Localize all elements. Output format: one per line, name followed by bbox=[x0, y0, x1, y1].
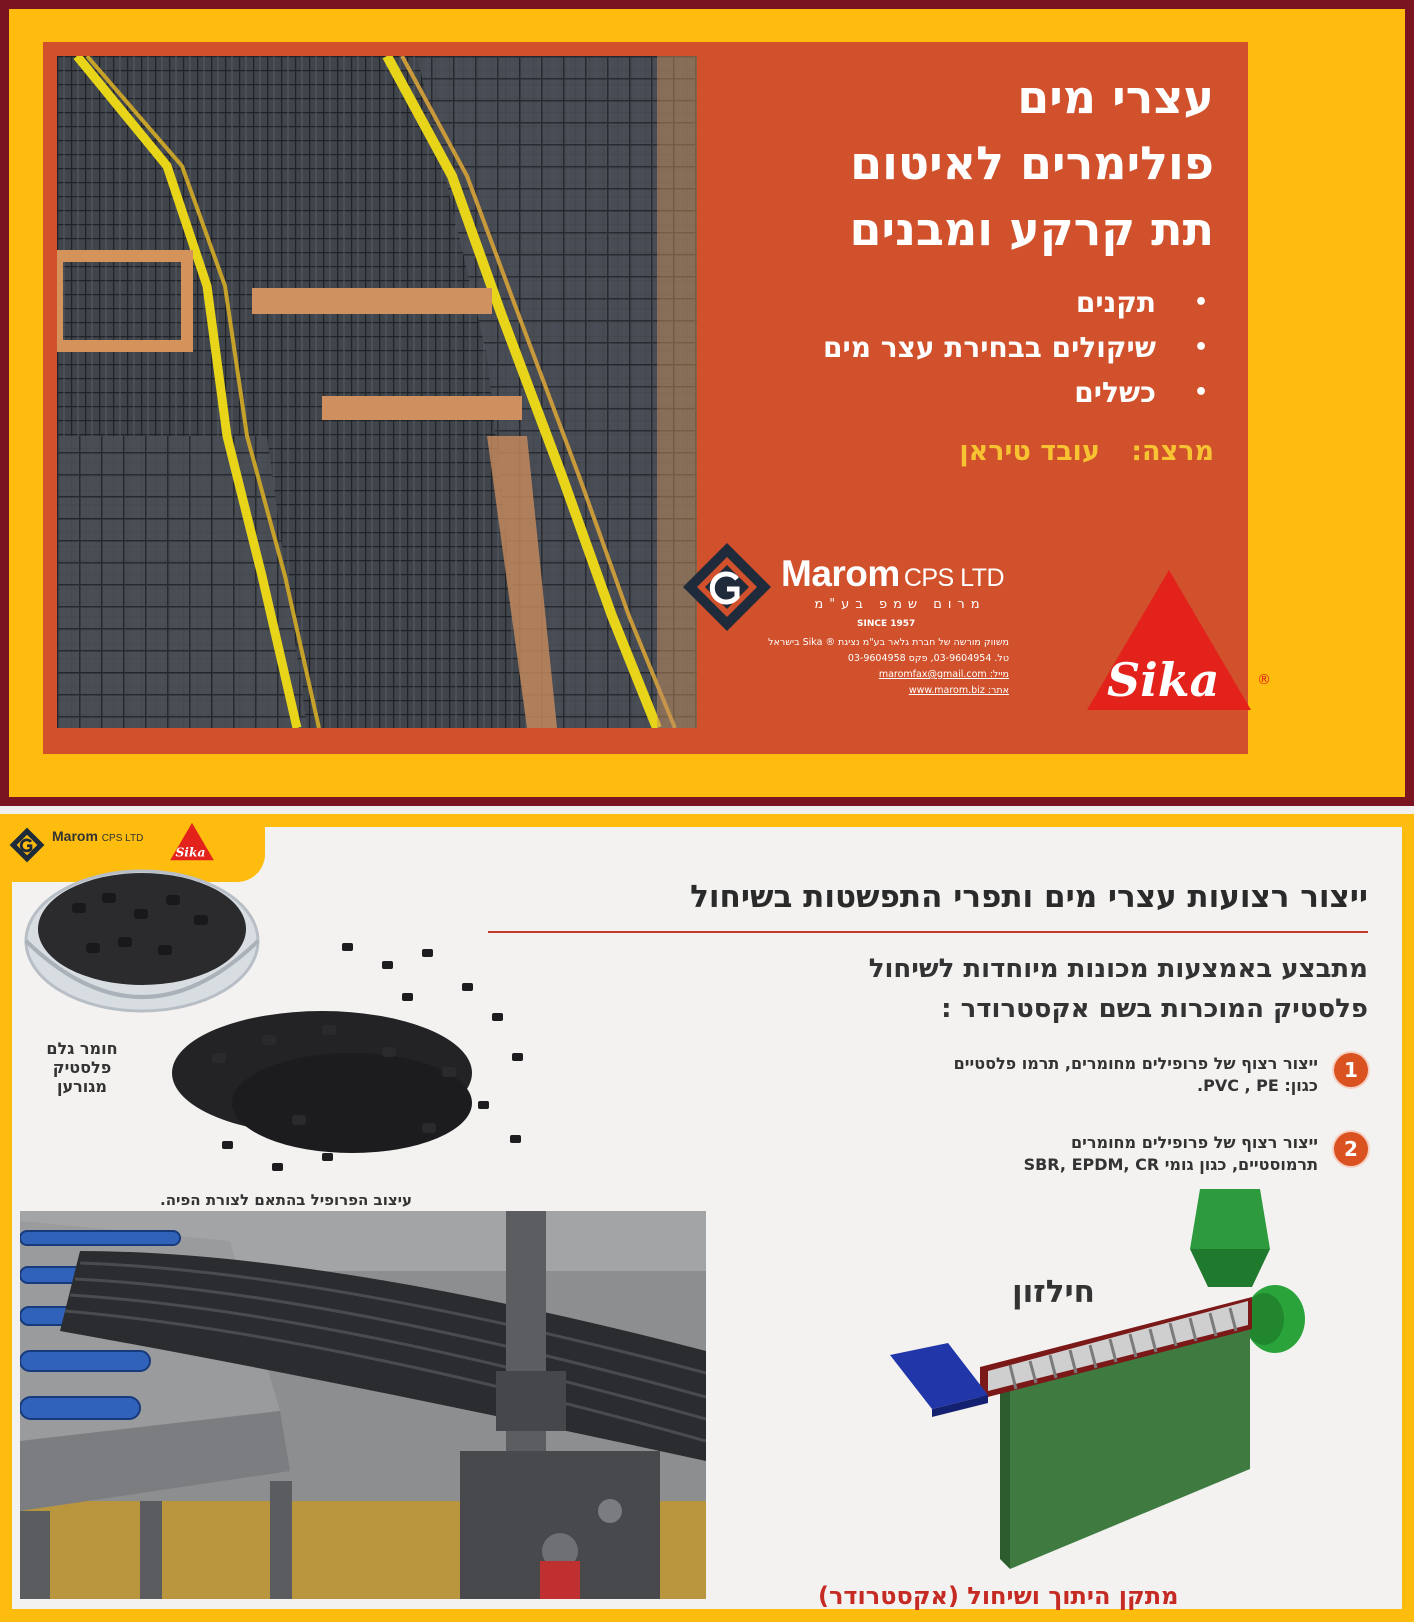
item-text: ייצור רצוף של פרופילים מחומרים, תרמו פלסטיים כגון: PVC , PE. bbox=[953, 1054, 1318, 1095]
extrusion-slide-panel bbox=[12, 827, 1402, 1609]
intro-line: מתבצע באמצעות מכונות מיוחדות לשיחול bbox=[868, 954, 1368, 984]
slide-title bbox=[694, 64, 1214, 262]
profile-caption: עיצוב הפרופיל בהתאם לצורת הפיה. bbox=[160, 1191, 413, 1209]
screw-label: חילזון bbox=[1012, 1274, 1095, 1310]
svg-text:Sika: Sika bbox=[175, 844, 206, 860]
title-slide-frame bbox=[9, 9, 1405, 797]
presenter-name: עובד טיראן bbox=[959, 436, 1100, 467]
extrusion-slide bbox=[0, 814, 1414, 1622]
title-slide-panel bbox=[43, 42, 1248, 754]
website-line[interactable]: אתר: www.marom.biz bbox=[908, 685, 1009, 696]
sika-logo-text: Sika bbox=[1107, 653, 1220, 707]
presenter-label: מרצה: bbox=[1131, 436, 1214, 467]
marom-company-name: Marom CPS LTD bbox=[781, 553, 1005, 594]
slide-title-line: תת קרקע ומבנים bbox=[849, 202, 1214, 256]
extruder-caption: מתקן היתוך ושיחול (אקסטרודר) bbox=[818, 1582, 1179, 1610]
intro-line: פלסטיק המוכרות בשם אקסטרודר : bbox=[941, 994, 1368, 1024]
marom-contact bbox=[759, 635, 1009, 699]
topic-item: • שיקולים בבחירת עצר מים bbox=[823, 325, 1214, 370]
list-item bbox=[954, 1053, 1368, 1097]
phone-line: טל. 03-9604954, פקס 03-9604958 bbox=[847, 653, 1009, 664]
extruder-diagram bbox=[880, 1189, 1320, 1579]
extruded-profile-photo bbox=[20, 1211, 706, 1599]
marom-logo-block bbox=[679, 539, 1029, 729]
topic-item: • תקנים bbox=[823, 280, 1214, 325]
title-divider bbox=[488, 931, 1368, 933]
email-line[interactable]: מייל: maromfax@gmail.com bbox=[878, 669, 1009, 680]
slide-title-line: פולימרים לאיטום bbox=[850, 136, 1214, 190]
marom-mini-name: Marom CPS LTD bbox=[52, 828, 144, 844]
item-text: ייצור רצוף של פרופילים מחומרים תרמוסטיים, כגון גומי SBR, EPDM, CR bbox=[1023, 1133, 1318, 1174]
raw-material-label: חומר גלם פלסטיק מגורען bbox=[46, 1039, 118, 1096]
intro-text bbox=[869, 949, 1368, 1029]
slide-title-line: עצרי מים bbox=[1017, 70, 1214, 124]
marom-hebrew-name: מרום שמפ בע"מ bbox=[814, 597, 986, 612]
list-item bbox=[1024, 1132, 1368, 1176]
item-number-badge: 1 bbox=[1334, 1053, 1368, 1087]
presenter bbox=[959, 436, 1214, 467]
marom-since: SINCE 1957 bbox=[857, 619, 916, 629]
topic-item: • כשלים bbox=[823, 370, 1214, 415]
marom-logo-icon bbox=[679, 539, 775, 635]
sika-logo-icon bbox=[1079, 564, 1289, 734]
topic-list bbox=[823, 280, 1214, 415]
distributor-line: משווק מורשה של חברת גלאר בע"מ נציגת ® Sika בישראל bbox=[768, 637, 1009, 648]
registered-mark: ® bbox=[1257, 672, 1271, 688]
rebar-photo bbox=[57, 56, 697, 728]
plastic-pellets-image bbox=[22, 853, 542, 1183]
item-number-badge: 2 bbox=[1334, 1132, 1368, 1166]
title-slide bbox=[0, 0, 1414, 806]
slide-title: ייצור רצועות עצרי מים ותפרי התפשטות בשיחול bbox=[690, 879, 1368, 915]
